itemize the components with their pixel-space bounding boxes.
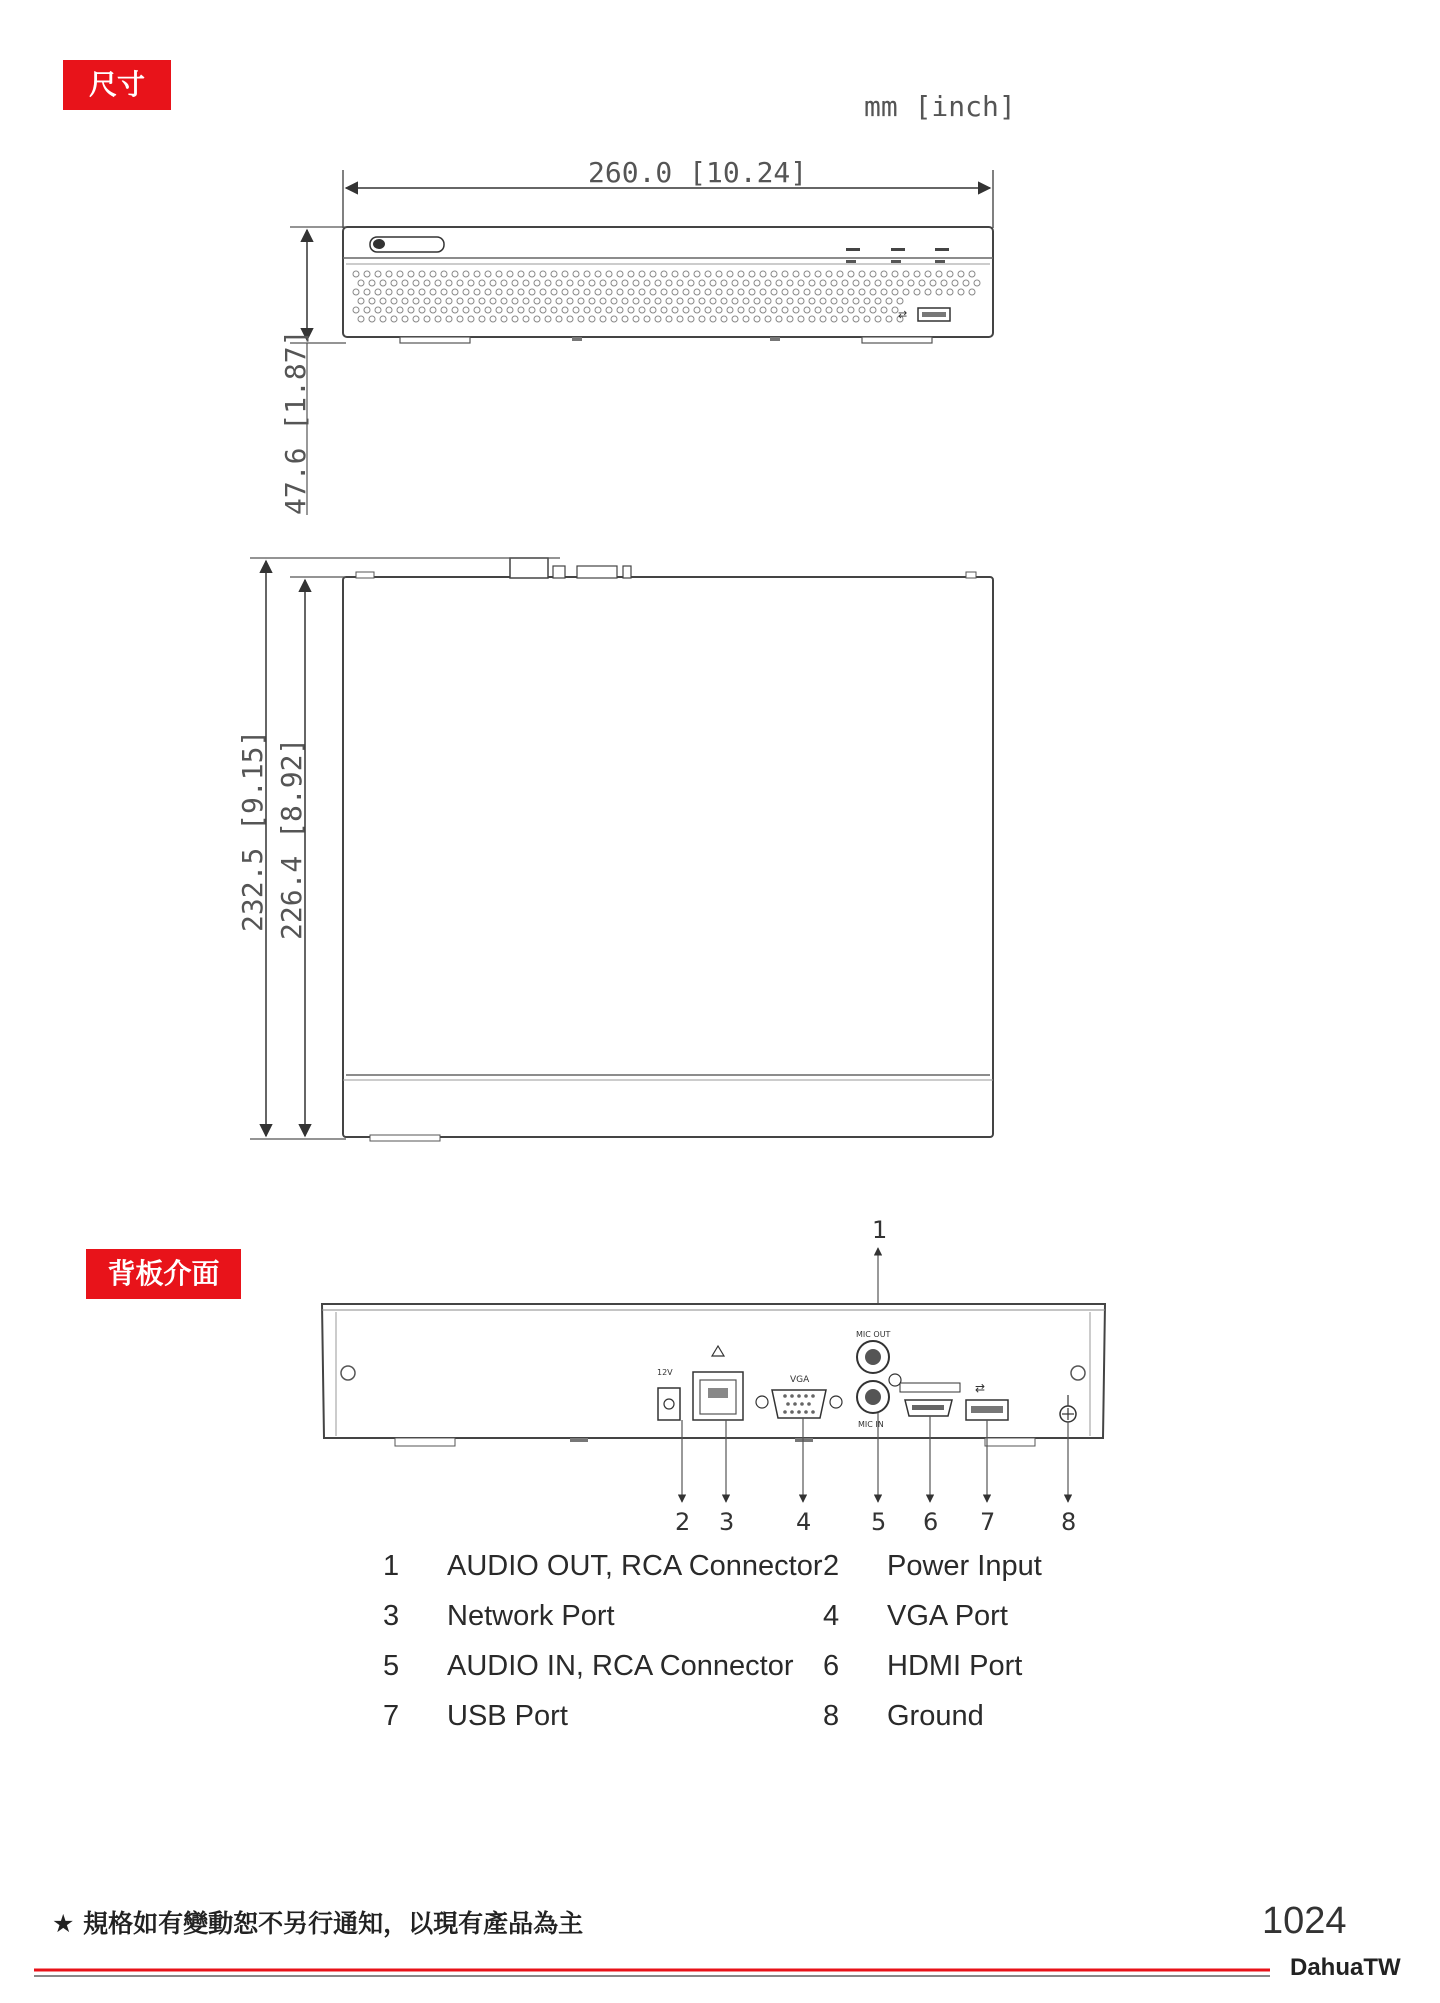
legend-number: 1: [383, 1550, 400, 1582]
legend-label: Ground: [887, 1700, 984, 1732]
legend-label: Network Port: [447, 1600, 615, 1632]
depth-total-label: 232.5 [9.15]: [236, 729, 269, 932]
footer-rule: [0, 1964, 1440, 1984]
width-dimension: [343, 156, 993, 228]
led-indicator: [891, 248, 905, 251]
rear-panel-drawing: [0, 1220, 1440, 1550]
power-port-label: 12V: [657, 1368, 673, 1377]
audio-out-rca: [856, 1330, 891, 1373]
front-view: [343, 227, 993, 343]
footnote: ★ 規格如有變動恕不另行通知，以現有產品為主: [52, 1909, 584, 1938]
led-indicator: [935, 248, 949, 251]
mic-out-label: MIC OUT: [856, 1330, 891, 1339]
page-number: 1024: [1262, 1900, 1347, 1942]
legend-number: 5: [383, 1650, 400, 1682]
legend-number: 6: [823, 1650, 840, 1682]
legend-label: AUDIO IN, RCA Connector: [447, 1650, 794, 1682]
section-tag-rear-panel: 背板介面: [86, 1249, 241, 1299]
width-dimension-label: 260.0 [10.24]: [588, 156, 808, 189]
callout-8: 8: [1061, 1508, 1077, 1536]
svg-text:⇄: ⇄: [898, 308, 908, 321]
legend-label: AUDIO OUT, RCA Connector: [447, 1550, 823, 1582]
legend-label: VGA Port: [887, 1600, 1008, 1632]
section-tag-dimensions: 尺寸: [63, 60, 171, 110]
svg-text:⇄: ⇄: [975, 1381, 986, 1395]
legend-number: 4: [823, 1600, 840, 1632]
callout-3: 3: [719, 1508, 735, 1536]
legend-label: HDMI Port: [887, 1650, 1023, 1682]
screw-icon: [341, 1366, 355, 1380]
vga-label: VGA: [790, 1375, 810, 1385]
callout-6: 6: [923, 1508, 939, 1536]
callout-7: 7: [980, 1508, 996, 1536]
legend-number: 2: [823, 1550, 840, 1582]
led-indicator: [846, 248, 860, 251]
legend-label: Power Input: [887, 1550, 1042, 1582]
callout-4: 4: [796, 1508, 812, 1536]
legend-label: USB Port: [447, 1700, 568, 1732]
legend-number: 7: [383, 1700, 400, 1732]
unit-label: mm [inch]: [864, 90, 1016, 123]
depth-dimension-body: [275, 577, 346, 1136]
callout-1: 1: [872, 1220, 888, 1244]
height-dimension: [279, 227, 346, 515]
callout-5: 5: [871, 1508, 887, 1536]
height-dimension-label: 47.6 [1.87]: [279, 329, 312, 515]
callout-2: 2: [675, 1508, 691, 1536]
top-view: [343, 558, 993, 1141]
mic-in-label: MIC IN: [858, 1420, 884, 1429]
screw-icon: [1071, 1366, 1085, 1380]
depth-body-label: 226.4 [8.92]: [275, 737, 308, 940]
legend-number: 3: [383, 1600, 400, 1632]
legend-number: 8: [823, 1700, 840, 1732]
brand-name: DahuaTW: [1290, 1954, 1401, 1981]
